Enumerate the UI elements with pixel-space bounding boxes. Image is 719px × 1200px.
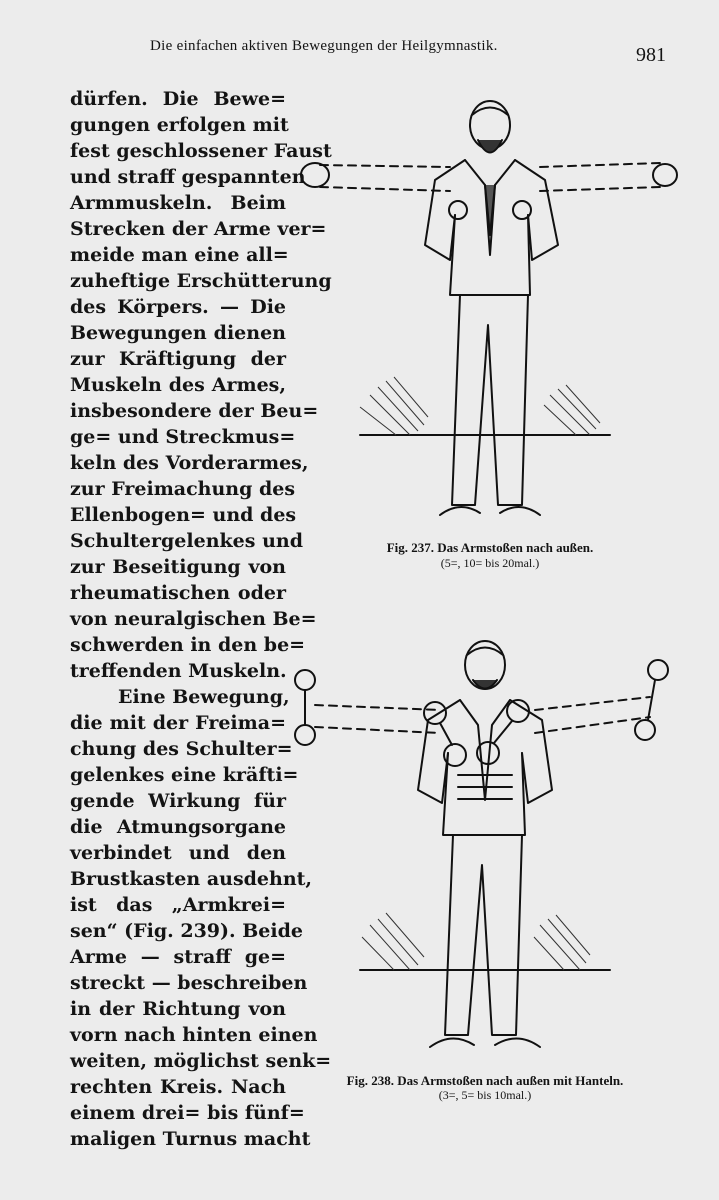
body-text-line: rechten Kreis. Nach (70, 1076, 286, 1098)
body-text-line: gende Wirkung für (70, 790, 286, 812)
body-text-line: weiten, möglichst senk= (70, 1050, 332, 1072)
body-text-line: fest geschlossener Faust (70, 140, 332, 162)
body-text-line: sen“ (Fig. 239). Beide (70, 920, 303, 942)
body-text-line: ist das „Armkrei= (70, 894, 286, 916)
body-text-line: zuheftige Erschütterung (70, 270, 332, 292)
body-text-line: einem drei= bis fünf= (70, 1102, 305, 1124)
figure-238-illustration (290, 635, 680, 1060)
figure-237-caption (300, 540, 680, 571)
body-text-column (70, 86, 332, 1152)
body-text-line: zur Freimachung des (70, 478, 296, 500)
body-text-line: streckt — beschreiben (70, 972, 308, 994)
body-text-line: Brustkasten ausdehnt, (70, 868, 313, 890)
body-text-line: Strecken der Arme ver= (70, 218, 327, 240)
body-text-line: keln des Vorderarmes, (70, 452, 309, 474)
figure-caption-title: Fig. 238. Das Armstoßen nach außen mit Hanteln. (346, 1073, 624, 1088)
body-text-line: treffenden Muskeln. (70, 660, 287, 682)
body-text-line: und straff gespannten (70, 166, 306, 188)
figure-caption-repetitions: (3=, 5= bis 10mal.) (438, 1088, 532, 1102)
body-text-line: gelenkes eine kräfti= (70, 764, 299, 786)
body-text-line: Schultergelenkes und (70, 530, 303, 552)
body-text-line: von neuralgischen Be= (70, 608, 317, 630)
body-text-line: die Atmungsorgane (70, 816, 286, 838)
page-number: 981 (636, 44, 666, 66)
body-text-line: chung des Schulter= (70, 738, 293, 760)
body-text-line: maligen Turnus macht (70, 1128, 311, 1150)
body-text-line: insbesondere der Beu= (70, 400, 319, 422)
figure-237-illustration (300, 95, 680, 535)
body-text-line: zur Beseitigung von (70, 556, 286, 578)
figure-238-caption (290, 1073, 680, 1103)
figure-caption-repetitions: (5=, 10= bis 20mal.) (440, 556, 540, 570)
body-text-line: verbindet und den (70, 842, 286, 864)
body-text-line: Armmuskeln. Beim (70, 192, 286, 214)
body-text-line: Bewegungen dienen (70, 322, 286, 344)
body-text-line: rheumatischen oder (70, 582, 286, 604)
body-text-line: vorn nach hinten einen (70, 1024, 318, 1046)
body-text-line: die mit der Freima= (70, 712, 286, 734)
body-text-line: ge= und Streckmus= (70, 426, 296, 448)
body-text-line: des Körpers. — Die (70, 296, 286, 318)
body-text-line: meide man eine all= (70, 244, 289, 266)
body-text-line: schwerden in den be= (70, 634, 306, 656)
figure-caption-title: Fig. 237. Das Armstoßen nach außen. (386, 540, 594, 555)
body-text-line: Muskeln des Armes, (70, 374, 286, 396)
body-text-line: in der Richtung von (70, 998, 286, 1020)
body-text-line: dürfen. Die Bewe= (70, 88, 286, 110)
body-text-line: zur Kräftigung der (70, 348, 286, 370)
body-text-line: Ellenbogen= und des (70, 504, 297, 526)
body-text-line: Eine Bewegung, (118, 686, 290, 708)
running-header: Die einfachen aktiven Bewegungen der Heilgymnastik. (150, 38, 498, 54)
body-text-line: Arme — straff ge= (70, 946, 286, 968)
body-text-line: gungen erfolgen mit (70, 114, 289, 136)
